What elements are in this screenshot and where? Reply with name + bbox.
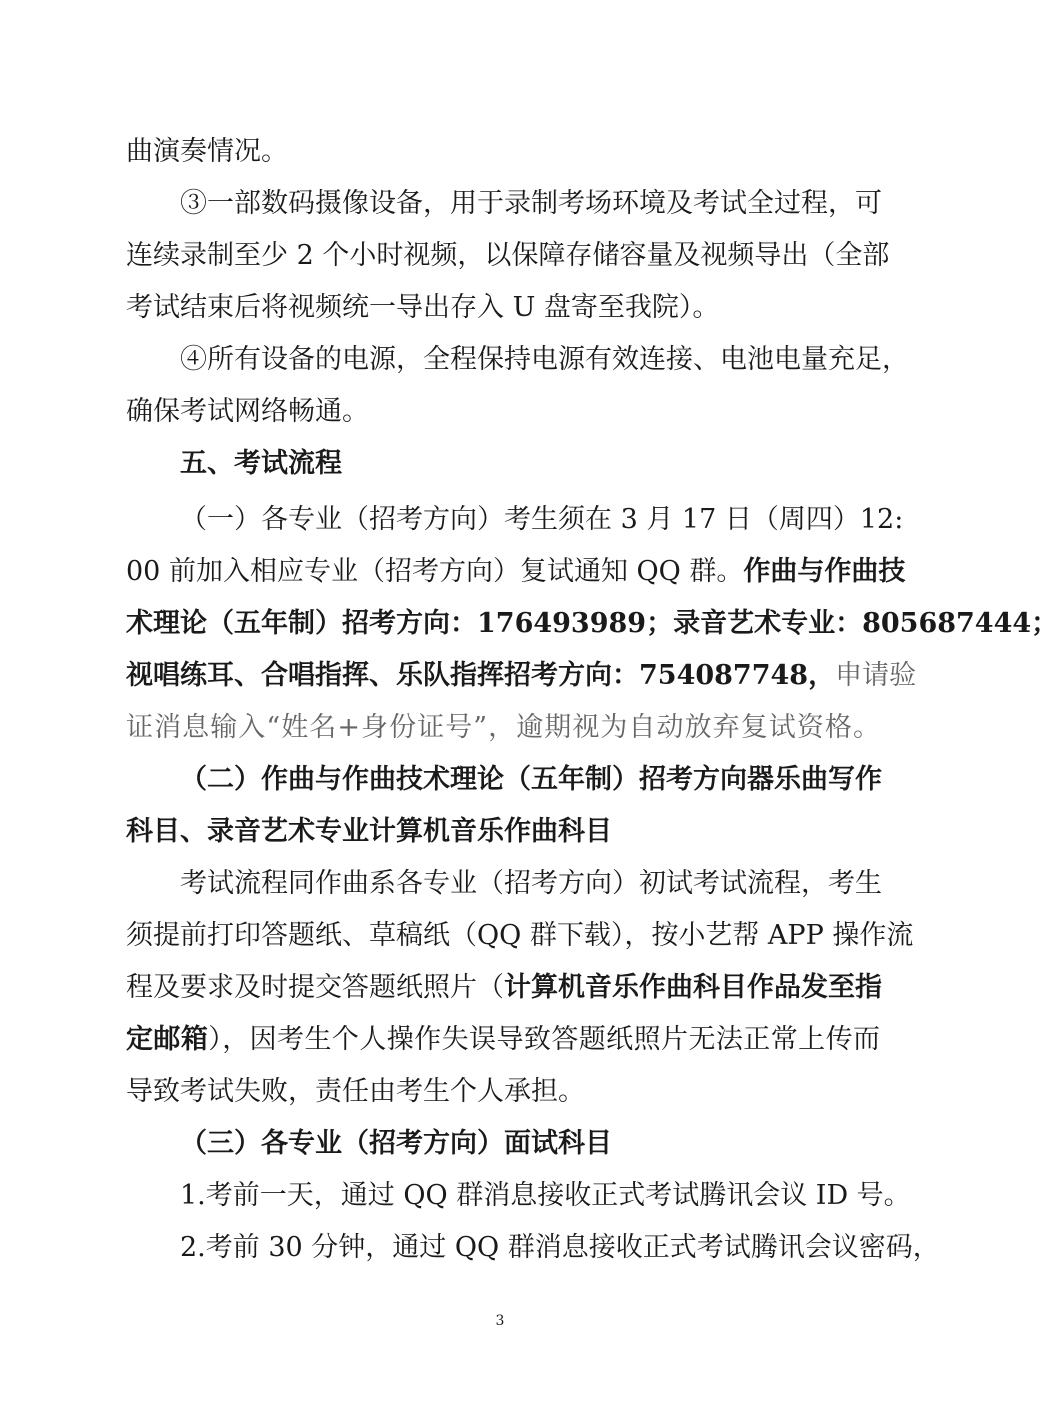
para-line: ③一部数码摄像设备，用于录制考场环境及考试全过程，可 <box>180 188 882 219</box>
subsection-heading: 科目、录音艺术专业计算机音乐作曲科目 <box>126 816 612 847</box>
bold-text-run: 计算机音乐作曲科目作品发至指 <box>504 972 882 1003</box>
subsection-heading: （三）各专业（招考方向）面试科目 <box>180 1128 612 1159</box>
text-run: 00 前加入相应专业（招考方向）复试通知 QQ 群。 <box>126 556 744 587</box>
para-line: 确保考试网络畅通。 <box>126 396 369 427</box>
para-line <box>126 1022 880 1058</box>
page-number: 3 <box>495 1313 505 1329</box>
para-line: 导致考试失败，责任由考生个人承担。 <box>126 1076 585 1107</box>
section-heading: 五、考试流程 <box>180 448 342 479</box>
bold-text-run: 视唱练耳、合唱指挥、乐队指挥招考方向：754087748， <box>126 660 836 691</box>
subsection-heading: （二）作曲与作曲技术理论（五年制）招考方向器乐曲写作 <box>180 764 882 795</box>
grey-text-run: 申请验 <box>835 660 917 691</box>
para-line: 连续录制至少 2 个小时视频，以保障存储容量及视频导出（全部 <box>126 240 890 271</box>
para-line <box>126 658 917 694</box>
para-line: 考试结束后将视频统一导出存入 U 盘寄至我院）。 <box>126 292 720 323</box>
para-line: 须提前打印答题纸、草稿纸（QQ 群下载），按小艺帮 APP 操作流 <box>126 920 914 951</box>
para-line: （一）各专业（招考方向）考生须在 3 月 17 日（周四）12: <box>180 504 904 535</box>
para-line: ④所有设备的电源，全程保持电源有效连接、电池电量充足， <box>180 344 909 375</box>
para-line: 考试流程同作曲系各专业（招考方向）初试考试流程，考生 <box>180 868 882 899</box>
para-line <box>126 554 906 590</box>
list-item: 2.考前 30 分钟，通过 QQ 群消息接收正式考试腾讯会议密码， <box>180 1232 940 1263</box>
bold-text-run: 定邮箱 <box>126 1024 209 1055</box>
text-run: ），因考生个人操作失误导致答题纸照片无法正常上传而 <box>208 1024 881 1055</box>
list-item: 1.考前一天，通过 QQ 群消息接收正式考试腾讯会议 ID 号。 <box>180 1180 911 1211</box>
text-run: 程及要求及时提交答题纸照片（ <box>126 972 504 1003</box>
bold-text-run: 作曲与作曲技 <box>743 556 906 587</box>
para-line: 曲演奏情况。 <box>126 136 288 167</box>
para-line <box>126 970 880 1006</box>
para-line-bold: 术理论（五年制）招考方向：176493989；录音艺术专业：805687444； <box>126 608 1058 639</box>
para-line-grey: 证消息输入“姓名+身份证号”，逾期视为自动放弃复试资格。 <box>126 712 880 743</box>
